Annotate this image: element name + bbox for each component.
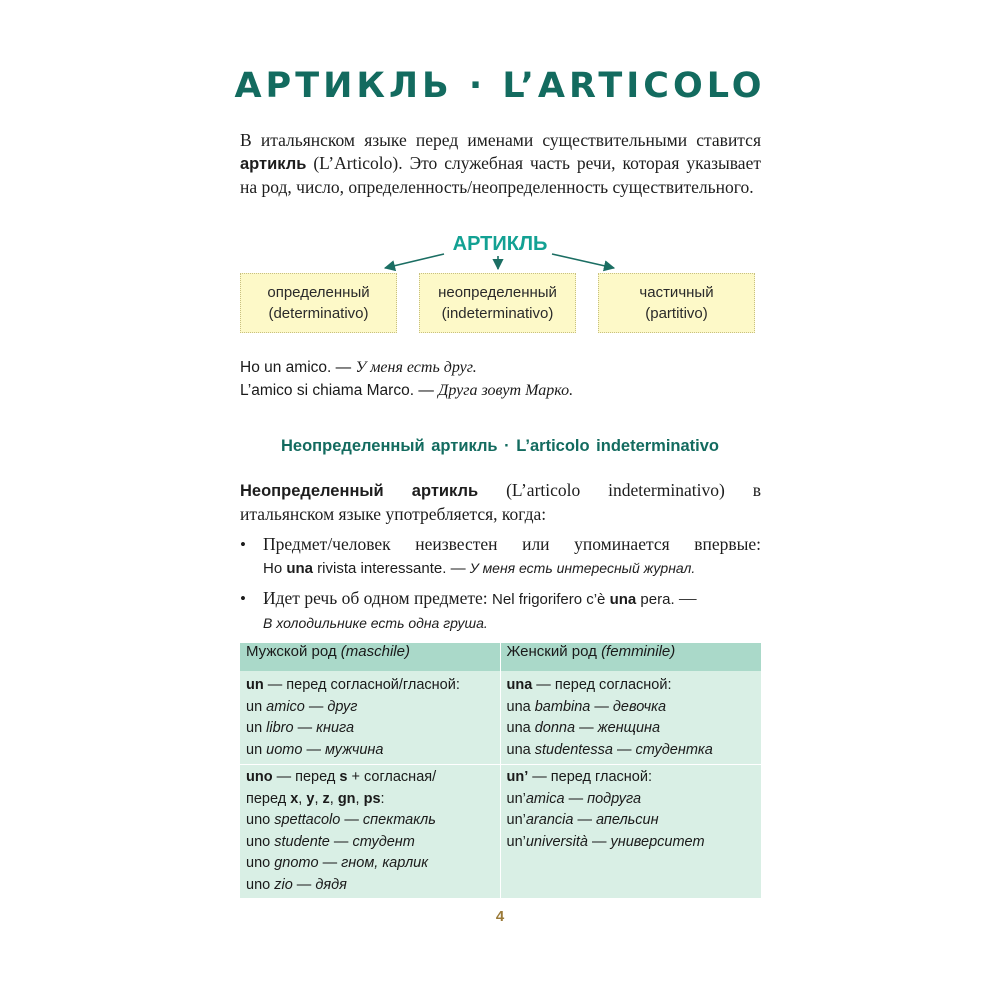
- table-row: [240, 765, 761, 899]
- bullet-example: Ho una rivista interessante. — У меня есть интересный журнал.: [263, 560, 696, 577]
- cell-uno: uno — перед s + согласная/ перед x, y, z, gn, ps: uno spettacolo — спектакль uno studente — студент uno gnomo — гном, карлик uno zio — дядя: [240, 765, 500, 899]
- example-line: Ho un amico. — У меня есть друг.: [240, 359, 477, 376]
- bullet-example: Nel frigorifero c’è una pera.: [492, 591, 675, 608]
- page-title: АРТИКЛЬ · L’ARTICOLO: [234, 66, 766, 106]
- article-table: [240, 643, 761, 898]
- cell-un-apostrophe: un’ — перед гласной: un’amica — подруга un’arancia — апельсин un’università — университет: [500, 765, 761, 899]
- bullet-marker: •: [240, 535, 246, 554]
- example-sentences: [240, 356, 573, 402]
- bullet-item: • Идет речь об одном предмете: Nel frigorifero c’è una pera. — В холодильнике есть одна груша.: [240, 588, 697, 631]
- section-title: Неопределенный артикль · L’articolo indeterminativo: [280, 437, 720, 455]
- bullet-item: • Предмет/человек неизвестен или упоминается впервые: Ho una rivista interessante. — У меня есть интересный журнал.: [240, 534, 761, 577]
- box-indeterminativo: неопределенный (indeterminativo): [419, 273, 576, 333]
- box-determinativo: определенный (determinativo): [240, 273, 397, 333]
- page-number: 4: [495, 908, 505, 925]
- diagram-title: АРТИКЛЬ: [452, 233, 548, 255]
- bullet-marker: •: [240, 589, 246, 608]
- definition-paragraph: Неопределенный артикль (L’articolo indeterminativo) в итальянском языке употребляется, когда:: [240, 480, 761, 524]
- cell-un: un — перед согласной/гласной: un amico — друг un libro — книга un uomo — мужчина: [240, 671, 500, 765]
- box-partitivo: частичный (partitivo): [598, 273, 755, 333]
- term-article: артикль: [240, 155, 307, 173]
- arrow-left: [385, 254, 444, 268]
- cell-una: una — перед согласной: una bambina — девочка una donna — женщина una studentessa — студентка: [500, 671, 761, 765]
- arrow-right: [552, 254, 614, 268]
- example-line: L’amico si chiama Marco. — Друга зовут Марко.: [240, 382, 574, 399]
- header-masculine: Мужской род (maschile): [240, 643, 500, 671]
- table-row: [240, 671, 761, 765]
- header-feminine: Женский род (femminile): [500, 643, 761, 671]
- intro-paragraph: В итальянском языке перед именами существительными ставится артикль (L’Articolo). Это служебная часть речи, которая указывает на род, число, определенность/неопределенность существительного.: [240, 130, 761, 197]
